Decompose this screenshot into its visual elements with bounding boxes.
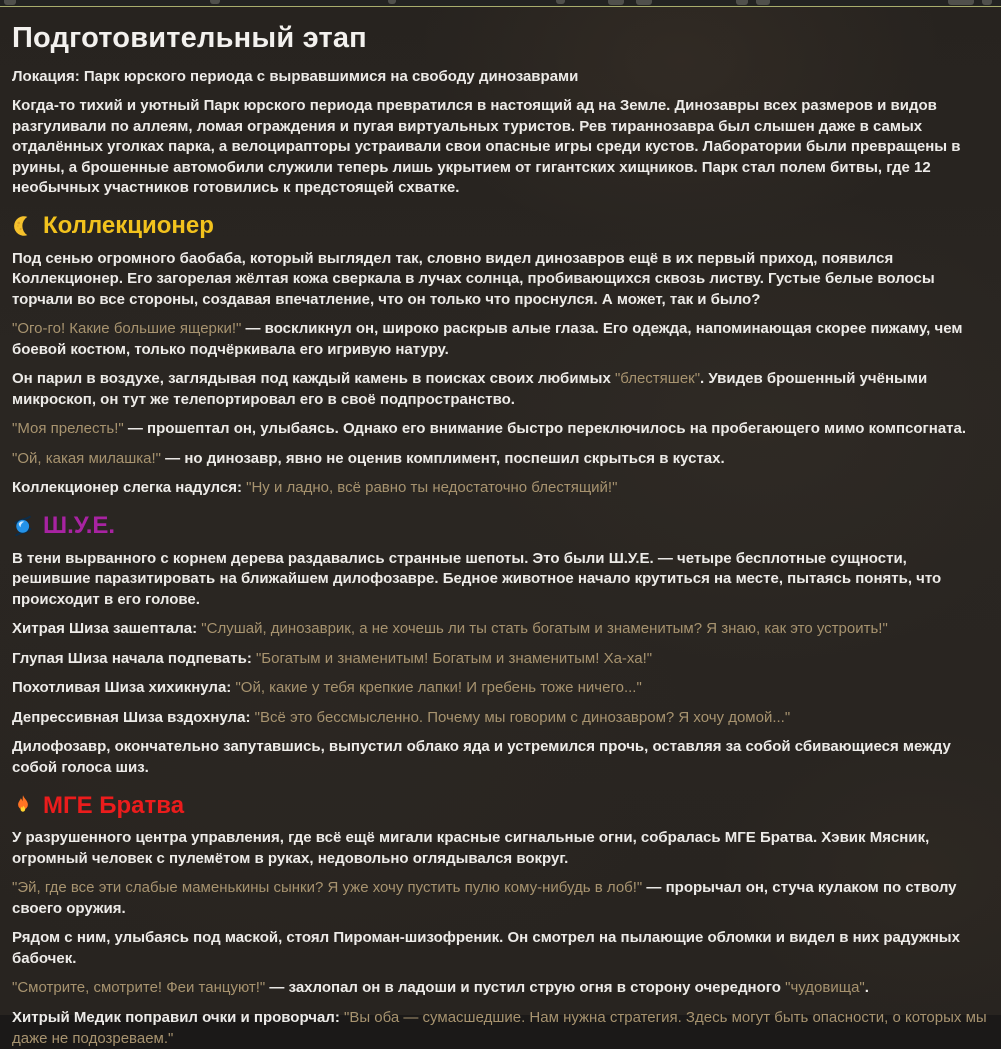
story-paragraph (12, 478, 989, 499)
section-heading (12, 512, 989, 540)
quote-text: "Моя прелесть!" (12, 420, 124, 438)
story-paragraph (12, 619, 989, 640)
narration-text: Под сенью огромного баобаба, который выглядел так, словно видел динозавров ещё в их первый приход, появился Коллекционер. Его загорелая жёлтая кожа сверкала в лучах солнца, пробивающихся сквозь листву. Густые белые волосы торчали во все стороны, создавая впечатление, что он только что проснулся. А может, так и было? (12, 249, 935, 308)
section-heading-label: Ш.У.Е. (43, 512, 116, 540)
narration-text: Похотливая Шиза хихикнула: (12, 679, 236, 697)
page-title: Подготовительный этап (12, 22, 367, 54)
narration-text: Хитрый Медик поправил очки и проворчал: (12, 1008, 344, 1026)
story-paragraph (12, 449, 989, 470)
cut-toolbar-icon (4, 0, 16, 5)
quote-text: "Вы оба — сумасшедшие. Нам нужна стратегия. Здесь могут быть опасности, о которых мы даже не подозреваем." (12, 1008, 987, 1047)
cut-toolbar-icon (736, 0, 748, 5)
story-paragraph (12, 649, 989, 670)
quote-text: "Смотрите, смотрите! Феи танцуют!" (12, 979, 266, 997)
quote-text: "чудовища" (785, 979, 865, 997)
narration-text: Депрессивная Шиза вздохнула: (12, 708, 255, 726)
narration-text: Дилофозавр, окончательно запутавшись, выпустил облако яда и устремился прочь, оставляя за собой сбивающиеся между собой голоса шиз. (12, 738, 951, 776)
narration-text: Он парил в воздухе, заглядывая под каждый камень в поисках своих любимых (12, 370, 615, 388)
narration-text: — но динозавр, явно не оценив комплимент, поспешил скрыться в кустах. (161, 449, 725, 467)
narration-text: Локация: Парк юрского периода с вырвавшимися на свободу динозаврами (12, 67, 579, 85)
section-heading-label: Коллекционер (43, 211, 214, 239)
narration-text: Когда-то тихий и уютный Парк юрского периода превратился в настоящий ад на Земле. Динозавры всех размеров и видов разгуливали по аллеям, ломая ограждения и пугая виртуальных туристов. Рев тираннозавра был слышен даже в самых отдалённых уголках парка, а велоцирапторы устраивали свои опасные игры среди кустов. Лаборатории были превращены в руины, а брошенные автомобили служили теперь лишь укрытием от гигантских хищников. Парк стал полем битвы, где 12 необычных участников готовились к предстоящей схватке. (12, 97, 961, 197)
narration-text: . (864, 979, 869, 997)
narration-text: Рядом с ним, улыбаясь под маской, стоял Пироман-шизофреник. Он смотрел на пылающие обломки и видел в них радужных бабочек. (12, 929, 960, 967)
top-toolbar-strip (0, 0, 1001, 7)
cut-toolbar-icon (388, 0, 396, 4)
cut-toolbar-icon (608, 0, 624, 5)
quote-text: "блестяшек" (614, 370, 701, 388)
cut-toolbar-icon (210, 0, 220, 4)
story-paragraph (12, 928, 989, 969)
story-content (0, 7, 1001, 1049)
cut-toolbar-icon (982, 0, 992, 5)
story-paragraph (12, 419, 989, 440)
comet-icon (12, 515, 34, 537)
quote-text: "Ой, какие у тебя крепкие лапки! И гребень тоже ничего..." (235, 679, 642, 697)
quote-text: "Всё это бессмысленно. Почему мы говорим с динозавром? Я хочу домой..." (254, 708, 791, 726)
quote-text: "Ого-го! Какие большие ящерки!" (12, 320, 242, 338)
story-paragraph (12, 319, 989, 360)
quote-text: "Ой, какая милашка!" (12, 449, 162, 467)
narration-text: — захлопал он в ладоши и пустил струю огня в сторону очередного (265, 979, 786, 997)
story-paragraph (12, 549, 989, 611)
narration-text: Коллекционер слегка надулся: (12, 479, 247, 497)
story-paragraph (12, 1008, 989, 1049)
story-paragraph (12, 978, 989, 999)
story-body (12, 67, 989, 1049)
quote-text: "Слушай, динозаврик, а не хочешь ли ты стать богатым и знаменитым? Я знаю, как это устроить!" (201, 620, 888, 638)
narration-text: . Увидев брошенный учёными микроскоп, он тут же телепортировал его в своё подпространство. (12, 370, 928, 408)
quote-text: "Ну и ладно, всё равно ты недостаточно блестящий!" (246, 479, 618, 497)
narration-text: Глупая Шиза начала подпевать: (12, 649, 256, 667)
story-paragraph (12, 708, 989, 729)
section-heading (12, 212, 989, 240)
narration-text: Хитрая Шиза зашептала: (12, 620, 202, 638)
story-paragraph (12, 878, 989, 919)
narration-text: У разрушенного центра управления, где всё ещё мигали красные сигнальные огни, собралась МГЕ Братва. Хэвик Мясник, огромный человек с пулемётом в руках, недовольно оглядывался вокруг. (12, 829, 930, 867)
story-paragraph (12, 96, 989, 199)
quote-text: "Эй, где все эти слабые маменькины сынки? Я уже хочу пустить пулю кому-нибудь в лоб!" (12, 879, 643, 897)
fire-icon (12, 794, 34, 816)
crescent-moon-icon (12, 215, 34, 237)
section-heading (12, 792, 989, 820)
narration-text: — прошептал он, улыбаясь. Однако его внимание быстро переключилось на пробегающего мимо компсогната. (123, 420, 967, 438)
story-paragraph (12, 369, 989, 410)
story-paragraph (12, 249, 989, 311)
narration-text: — воскликнул он, широко раскрыв алые глаза. Его одежда, напоминающая скорее пижаму, чем боевой костюм, только подчёркивала его игривую натуру. (12, 320, 963, 358)
section-heading-label: МГЕ Братва (43, 791, 185, 819)
story-paragraph (12, 67, 989, 88)
narration-text: В тени вырванного с корнем дерева раздавались странные шепоты. Это были Ш.У.Е. — четыре бесплотные сущности, решившие паразитировать на ближайшем дилофозавре. Бедное животное начало крутиться на месте, пытаясь понять, что происходит в его голове. (12, 549, 942, 608)
narration-text: — прорычал он, стуча кулаком по стволу своего оружия. (12, 879, 957, 917)
story-paragraph (12, 737, 989, 778)
cut-toolbar-icon (556, 0, 565, 4)
cut-toolbar-icon (756, 0, 770, 5)
story-paragraph (12, 828, 989, 869)
cut-toolbar-icon (948, 0, 974, 5)
quote-text: "Богатым и знаменитым! Богатым и знаменитым! Ха-ха!" (255, 649, 653, 667)
cut-toolbar-icon (636, 0, 652, 5)
story-paragraph (12, 678, 989, 699)
